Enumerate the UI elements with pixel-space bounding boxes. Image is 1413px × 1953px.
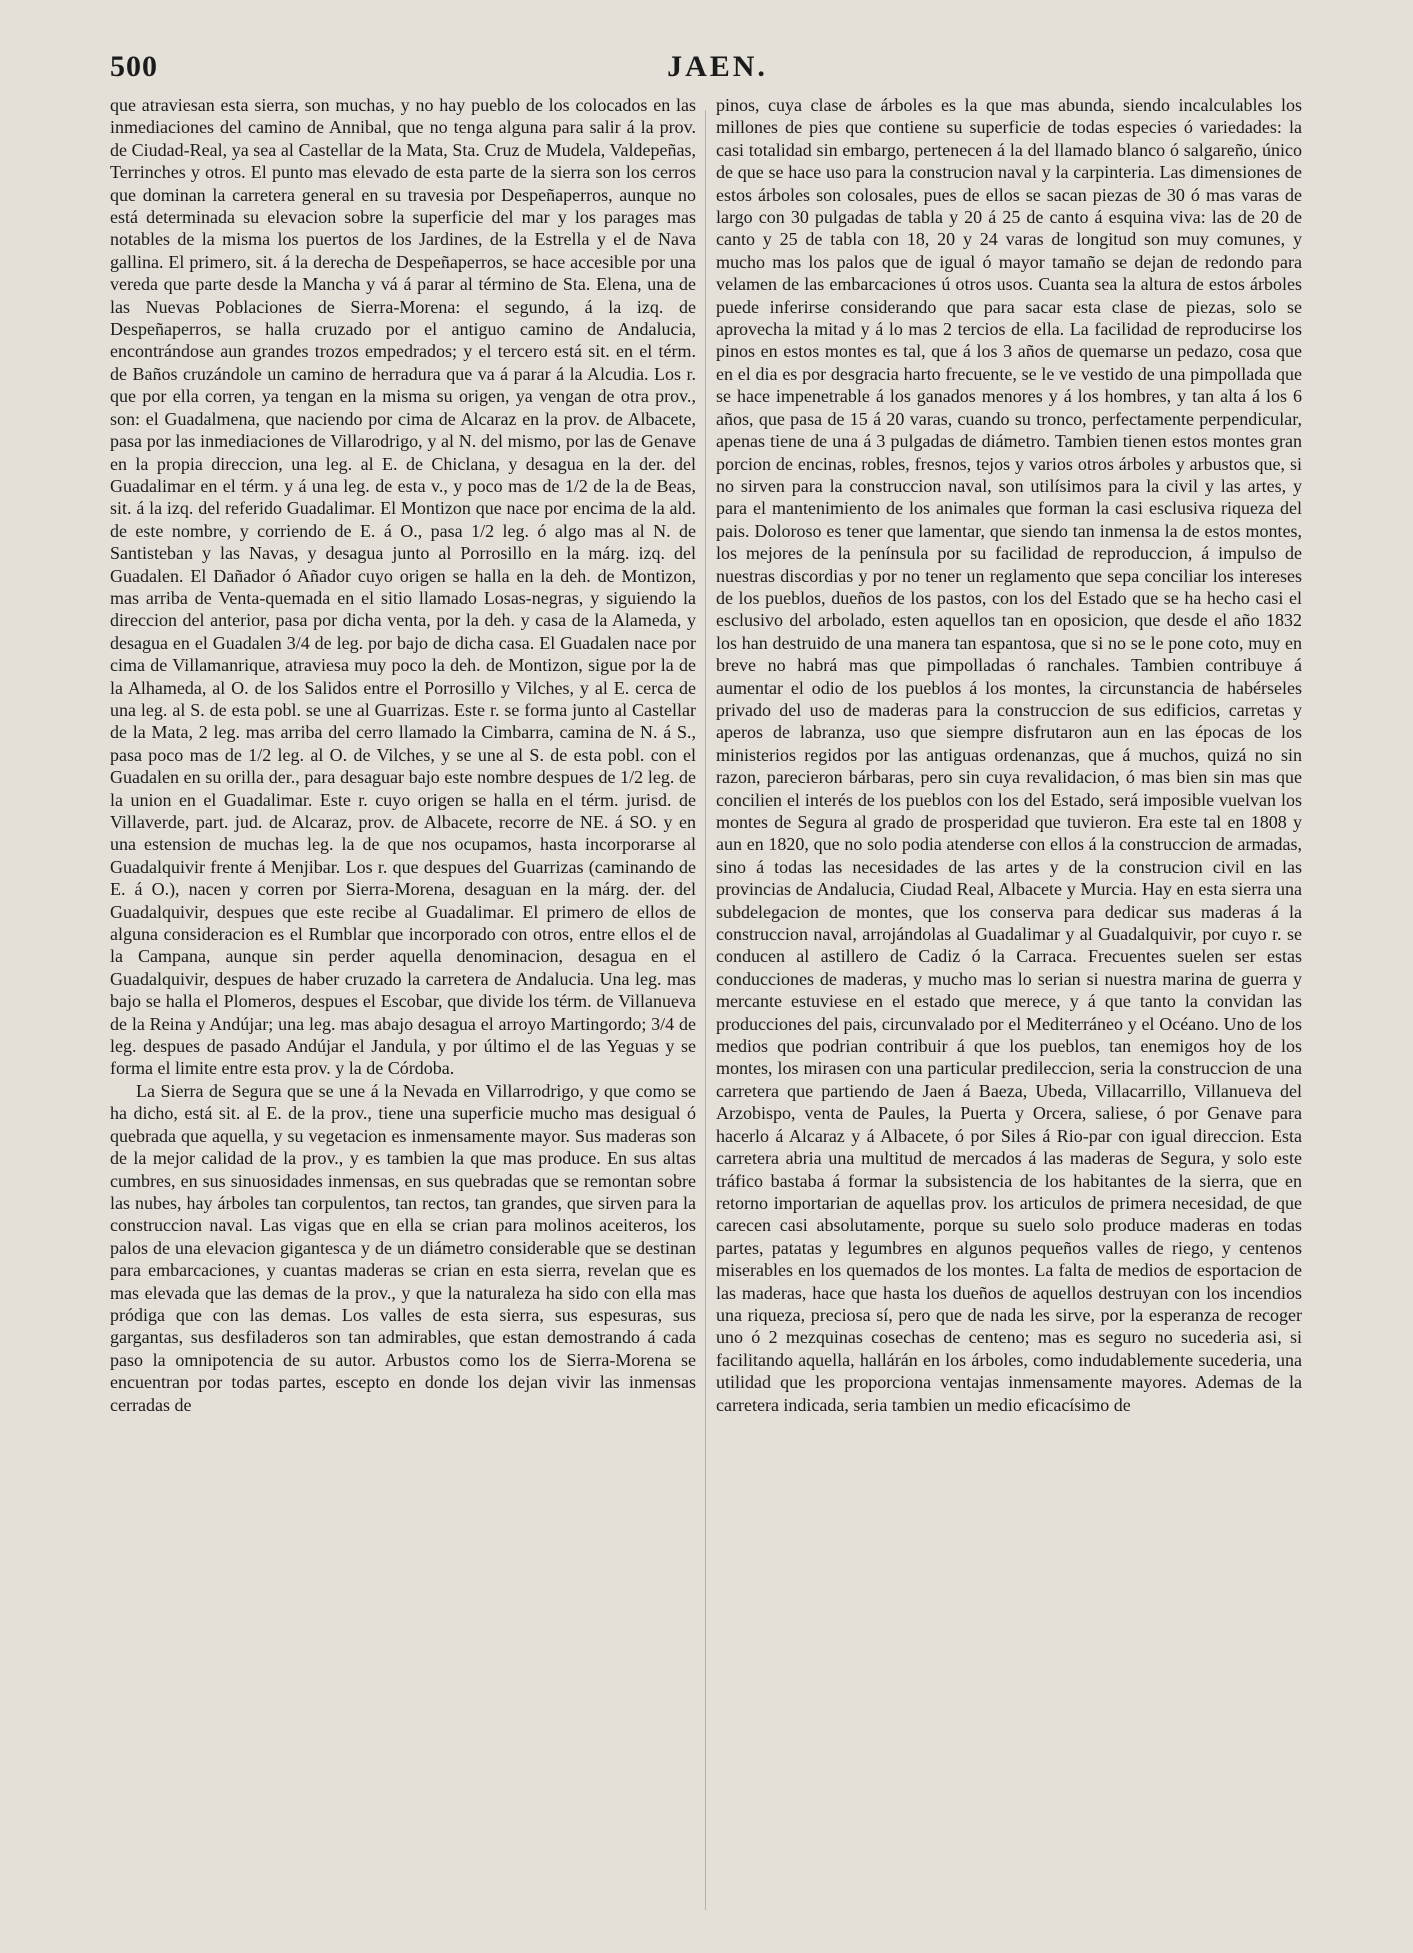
page-header [110, 50, 1325, 90]
paragraph: que atraviesan esta sierra, son muchas, y no hay pueblo de los colocados en las inmediaciones del camino de Annibal, que no tenga alguna para salir á la prov. de Ciudad-Real, ya sea al Castellar de la Mata, Sta. Cruz de Mudela, Valdepeñas, Terrinches y otros. El punto mas elevado de esta parte de la sierra son los cerros que dominan la carretera general en su travesia por Despeñaperros, aunque no está determinada su elevacion sobre la superficie del mar y los parages mas notables de la misma los puertos de los Jardines, de la Estrella y el de Nava gallina. El primero, sit. á la derecha de Despeñaperros, se hace accesible por una vereda que parte desde la Mancha y vá á parar al término de Sta. Elena, una de las Nuevas Poblaciones de Sierra-Morena: el segundo, á la izq. de Despeñaperros, se halla cruzado por el antiguo camino de Andalucia, encontrándose aun grandes trozos empedrados; y el tercero está sit. en el térm. de Baños cruzándole un camino de herradura que va á parar á la Alcudia. Los r. que por ella corren, ya tengan en la misma su origen, ya vengan de otra prov., son: el Guadalmena, que naciendo por cima de Alcaraz en la prov. de Albacete, pasa por las inmediaciones de Villarodrigo, y al N. del mismo, por las de Genave en la propia direccion, una leg. al E. de Chiclana, y desagua en la der. del Guadalimar en el térm. y á una leg. de esta v., y poco mas de 1/2 de la de Beas, sit. á la izq. del referido Guadalimar. El Montizon que nace por encima de la ald. de este nombre, y corriendo de E. á O., pasa 1/2 leg. ó algo mas al N. de Santisteban y las Navas, y desagua junto al Porrosillo en la márg. izq. del Guadalen. El Dañador ó Añador cuyo origen se halla en la deh. de Montizon, mas arriba de Venta-quemada en el sitio llamado Losas-negras, y siguiendo la direccion del anterior, pasa por dicha venta, por la deh. y casa de la Alameda, y desagua en el Guadalen 3/4 de leg. por bajo de dicha casa. El Guadalen nace por cima de Villamanrique, atraviesa muy poco la deh. de Montizon, sigue por la de la Alhameda, al O. de los Salidos entre el Porrosillo y Vilches, y al E. cerca de una leg. al S. de esta pobl. se une al Guarrizas. Este r. se forma junto al Castellar de la Mata, 2 leg. mas arriba del cerro llamado la Cimbarra, camina de N. á S., pasa poco mas de 1/2 leg. al O. de Vilches, y se une al S. de esta pobl. con el Guadalen en su orilla der., para desaguar bajo este nombre despues de 1/2 leg. de la union en el Guadalimar. Este r. cuyo origen se halla en el térm. jurisd. de Villaverde, part. jud. de Alcaraz, prov. de Albacete, recorre de NE. á SO. y en una estension de muchas leg. la de que nos ocupamos, hasta incorporarse al Guadalquivir frente á Menjibar. Los r. que despues del Guarrizas (caminando de E. á O.), nacen y corren por Sierra-Morena, desaguan en la márg. der. del Guadalquivir, despues que este recibe al Guadalimar. El primero de ellos de alguna consideracion es el Rumblar que incorporado con otros, entre ellos el de la Campana, aunque sin perder aquella denominacion, desagua en el Guadalquivir, despues de haber cruzado la carretera de Andalucia. Una leg. mas bajo se halla el Plomeros, despues el Escobar, que divide los térm. de Villanueva de la Reina y Andújar; una leg. mas abajo desagua el arroyo Martingordo; 3/4 de leg. despues de pasado Andújar el Jandula, y por último el de las Yeguas y se forma el limite entre esta prov. y la de Córdoba. [110, 95, 696, 1079]
page-number: 500 [110, 50, 158, 83]
paragraph: pinos, cuya clase de árboles es la que mas abunda, siendo incalculables los millones de pies que contiene su superficie de todas especies ó variedades: la casi totalidad sin embargo, pertenecen á la del llamado blanco ó salgareño, único de que se hace uso para la construcion naval y la carpinteria. Las dimensiones de estos árboles son colosales, pues de ellos se sacan piezas de 30 ó mas varas de largo con 30 pulgadas de tabla y 20 á 25 de canto á esquina viva: las de 20 de canto y 25 de tabla con 18, 20 y 24 varas de longitud son muy comunes, y mucho mas los palos que de igual ó mayor tamaño se dejan de redondo para velamen de las embarcaciones ú otros usos. Cuanta sea la altura de estos árboles puede inferirse considerando que para sacar esta clase de piezas, solo se aprovecha la mitad y á lo mas 2 tercios de ella. La facilidad de reproducirse los pinos en estos montes es tal, que á los 3 años de quemarse un pedazo, cosa que en el dia es por desgracia harto frecuente, se le ve vestido de una pimpollada que se hace impenetrable á los ganados menores y á los hombres, y tan alta á los 6 años, que pasa de 15 á 20 varas, cuando su tronco, perfectamente perpendicular, apenas tiene de una á 3 pulgadas de diámetro. Tambien tienen estos montes gran porcion de encinas, robles, fresnos, tejos y varios otros árboles y arbustos que, si no sirven para la construccion naval, son utilísimos para la civil y las artes, y para el mantenimiento de los animales que forman la casi esclusiva riqueza del pais. Doloroso es tener que lamentar, que siendo tan inmensa la de estos montes, los mejores de la península por su facilidad de reproduccion, á impulso de nuestras discordias y por no tener un reglamento que sepa conciliar los intereses de los pueblos, dueños de los pastos, con los del Estado que se ha hecho casi el esclusivo del arbolado, esten aquellos tan en oposicion, que desde el año 1832 los han destruido de una manera tan espantosa, que si no se le pone coto, muy en breve no habrá mas que pimpolladas ó ranchales. Tambien contribuye á aumentar el odio de los pueblos á los montes, la circunstancia de habérseles privado del uso de maderas para la construccion de sus edificios, carretas y aperos de labranza, uso que siempre disfrutaron aun en las épocas de los ministerios regidos por las antiguas ordenanzas, que á muchos, quizá no sin razon, parecieron bárbaras, pero sin cuya revalidacion, ó mas bien sin mas que concilien el interés de los pueblos con los del Estado, será imposible vuelvan los montes de Segura al grado de prosperidad que tuvieron. Era este tal en 1808 y aun en 1820, que no solo podia atenderse con ellos á la construccion de armadas, sino á todas las necesidades de las artes y de la construcion civil en las provincias de Andalucia, Ciudad Real, Albacete y Murcia. Hay en esta sierra una subdelegacion de montes, que los conserva para dedicar sus maderas á la construccion naval, arrojándolas al Guadalimar y al Guadalquivir, por cuyo r. se conducen al astillero de Cadiz ó la Carraca. Frecuentes suelen ser estas conducciones de maderas, y mucho mas lo serian si nuestra marina de guerra y mercante estuviese en el estado que merece, y á que tanto la convidan las producciones del pais, circunvalado por el Mediterráneo y el Océano. Uno de los medios que podrian contribuir á que los pueblos, tan enemigos hoy de los montes, los mirasen con una particular predileccion, seria la construccion de una carretera que partiendo de Jaen á Baeza, Ubeda, Villacarrillo, Villanueva del Arzobispo, venta de Paules, la Puerta y Orcera, saliese, ó por Genave para hacerlo á Alcaraz y á Albacete, ó por Siles á Rio-par con igual direccion. Esta carretera abria una multitud de mercados á las maderas de Segura, y solo este tráfico bastaba á formar la subsistencia de los habitantes de la sierra, que en retorno importarian de aquellas prov. los articulos de primera necesidad, de que carecen casi absolutamente, porque su suelo solo produce maderas en todas partes, patatas y legumbres en algunos pequeños valles de riego, y centenos miserables en los quemados de los montes. La falta de medios de esportacion de las maderas, hace que hasta los dueños de aquellos destruyan con los incendios una riqueza, preciosa sí, pero que de nada les sirve, por la esperanza de recoger uno ó 2 mezquinas cosechas de centeno; mas es seguro no sucederia asi, si facilitando aquella, hallárán en los árboles, como indudablemente sucederia, una utilidad que les proporciona ventajas inmensamente mayores. Ademas de la carretera indicada, seria tambien un medio eficacísimo de [716, 95, 1302, 1415]
paragraph: La Sierra de Segura que se une á la Nevada en Villarrodrigo, y que como se ha dicho, está sit. al E. de la prov., tiene una superficie mucho mas desigual ó quebrada que aquella, y su vegetacion es inmensamente mayor. Sus maderas son de la mejor calidad de la prov., y es tambien la que mas produce. En sus altas cumbres, en sus sinuosidades inmensas, en sus quebradas que se remontan sobre las nubes, hay árboles tan corpulentos, tan rectos, tan grandes, que sirven para la construccion naval. Las vigas que en ella se crian para molinos aceiteros, los palos de una elevacion gigantesca y de un diámetro considerable que se destinan para embarcaciones, y cuantas maderas se crian en esta sierra, revelan que es mas elevada que las demas de la prov., y que la naturaleza ha sido con ella mas pródiga que con las demas. Los valles de esta sierra, sus espesuras, sus gargantas, sus desfiladeros son tan admirables, que estan demostrando á cada paso la omnipotencia de su autor. Arbustos como los de Sierra-Morena se encuentran por todas partes, escepto en donde los dejan vivir las inmensas cerradas de [110, 1080, 696, 1415]
running-head: JAEN. [667, 50, 768, 83]
left-column [110, 94, 696, 1924]
column-divider [705, 110, 706, 1910]
right-column [716, 94, 1302, 1924]
